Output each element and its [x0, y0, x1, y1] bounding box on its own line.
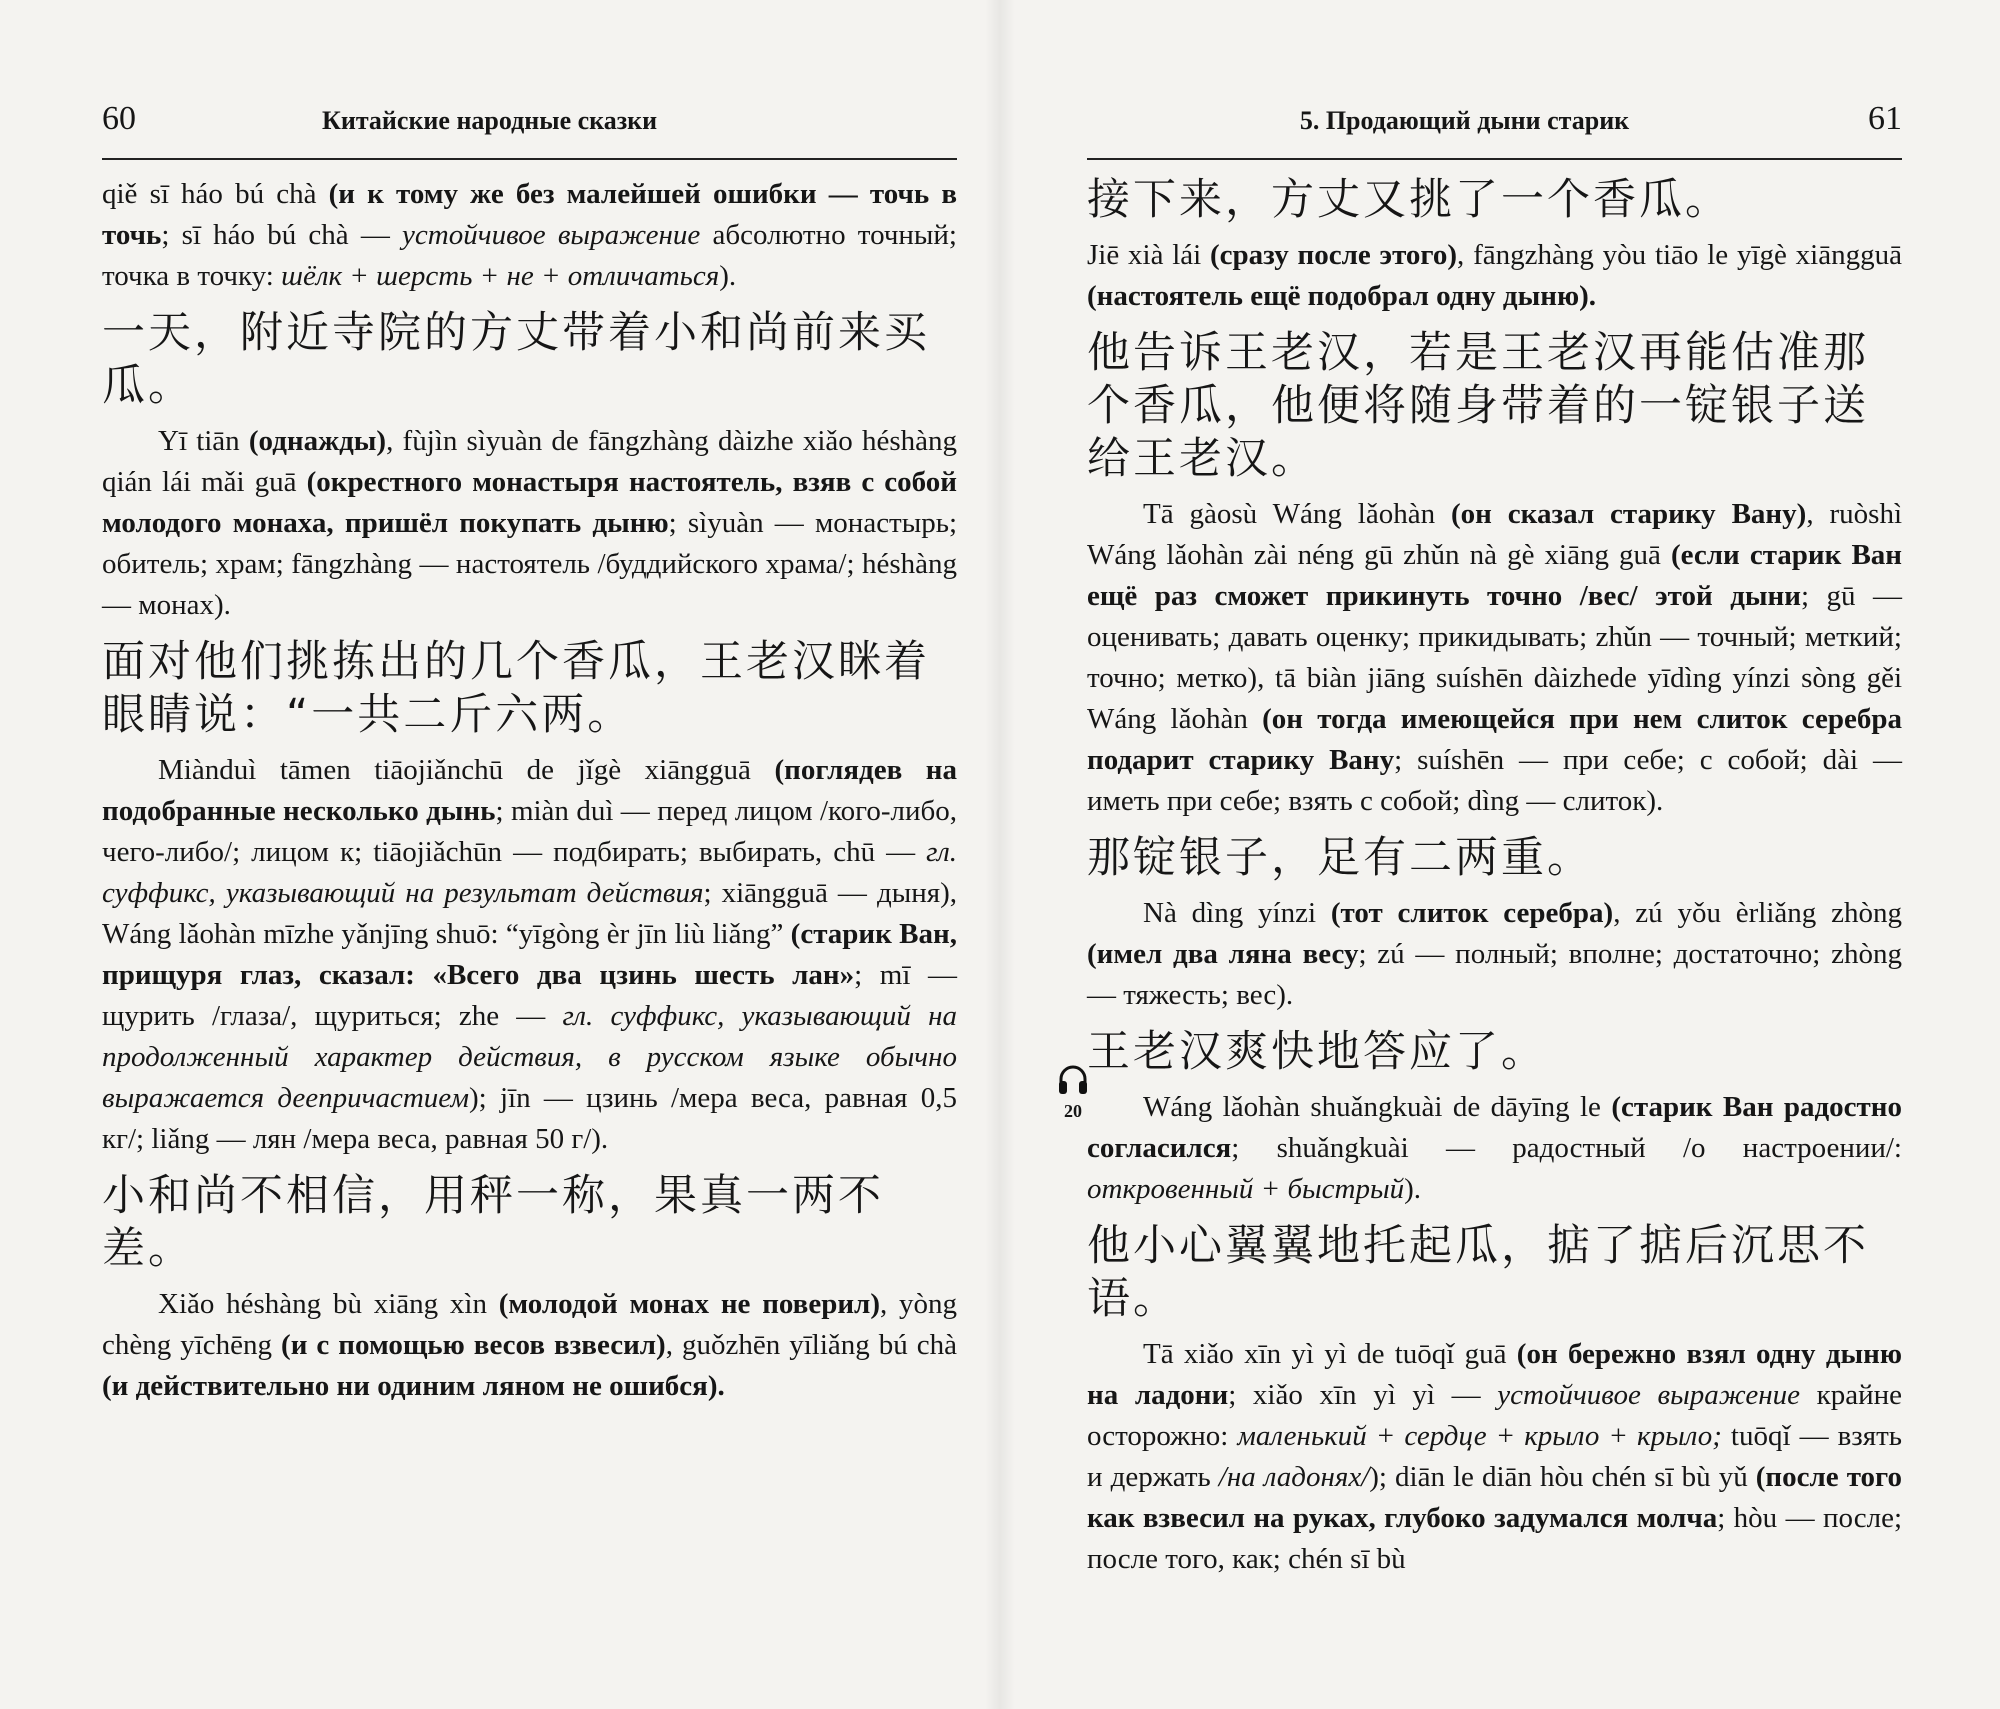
pinyin-text: , yòng chèng yīchēng [102, 1288, 958, 1361]
gloss-text: ; miàn duì — перед лицом /кого-либо, чего-либо/; лицом к; tiāojiǎchūn — подбирать; выбирать, chū — [102, 795, 957, 868]
pinyin-text: Xiǎo héshàng bù xiāng xìn [158, 1288, 499, 1320]
translation-text: (поглядев на подобранные несколько дынь [102, 754, 957, 827]
right-page [1087, 100, 1902, 1586]
translation-text: (тот слиток серебра) [1330, 897, 1614, 929]
gloss-note: устойчивое выражение [1497, 1379, 1800, 1411]
gloss-paragraph [102, 1284, 957, 1407]
translation-text: (и действительно ни одиним ляном не ошибся). [102, 1370, 725, 1402]
gloss-text: ; hòu — после; после того, как; chén sī bù [1087, 1502, 1903, 1575]
pinyin-text: ; xiǎo xīn yì yì — [1228, 1379, 1498, 1411]
page-number: 61 [1868, 100, 1902, 137]
gloss-text: ; gū — оценивать; давать оценку; прикидывать; zhǔn — точный; меткий; точно; метко), tā biàn jiāng suíshēn dàizhede yīdìng yínzi sòng gěi Wáng lǎohàn [1087, 580, 1902, 735]
chinese-sentence: 面对他们挑拣出的几个香瓜，王老汉眯着眼睛说：“一共二斤六两。 [102, 637, 930, 740]
gloss-paragraph [1087, 1334, 1902, 1580]
gloss-note: гл. суффикс, указывающий на результат действия [102, 836, 957, 909]
pinyin-text: , guǒzhēn yīliǎng bú chà [665, 1329, 958, 1361]
running-title: 5. Продающий дыни старик [1299, 106, 1630, 135]
translation-text: (после того как взвесил на руках, глубоко задумался молча [1087, 1461, 1902, 1534]
left-running-head [102, 100, 957, 160]
translation-text: (старик Ван радостно согласился [1087, 1091, 1902, 1164]
right-running-head [1087, 100, 1902, 160]
gloss-note: маленький + сердце + крыло + крыло; [1237, 1420, 1722, 1452]
pinyin-text: , ruòshì Wáng lǎohàn zài néng gū zhǔn nà gè xiāng guā [1087, 498, 1902, 571]
pinyin-text: Nà dìng yínzi [1143, 897, 1331, 929]
headphones-icon [1056, 1063, 1090, 1097]
gloss-text: ; sìyuàn — монастырь; обитель; храм; fāngzhàng — настоятель /буддийского храма/; héshàng — монах). [102, 507, 958, 621]
pinyin-text: ); diān le diān hòu chén sī bù yǔ [1369, 1461, 1756, 1493]
gloss-note: гл. суффикс, указывающий на продолженный характер действия, в русском языке обычно выражается деепричастием [102, 1000, 958, 1114]
gloss-text: ; suíshēn — при себе; с собой; dài — иметь при себе; взять с собой; dìng — слиток). [1087, 744, 1902, 817]
gloss-text: ; shuǎngkuài — радостный /о настроении/: [1231, 1132, 1902, 1164]
gloss-paragraph [102, 174, 957, 297]
pinyin-text: , fùjìn sìyuàn de fāngzhàng dàizhe xiǎo héshàng qián lái mǎi guā [102, 425, 957, 498]
gloss-text: ; zú — полный; вполне; достаточно; zhòng — тяжесть; вес). [1087, 938, 1902, 1011]
gloss-text: ). [719, 260, 737, 292]
translation-text: (окрестного монастыря настоятель, взяв с собой молодого монаха, пришёл покупать дыню [102, 466, 957, 539]
gloss-note: /на ладонях/ [1218, 1461, 1370, 1493]
gloss-paragraph [102, 750, 957, 1160]
gloss-text: ; xiāngguā — дыня), Wáng lǎohàn mīzhe yǎnjīng shuō: “yīgòng èr jīn liù liǎng” [102, 877, 957, 950]
gloss-text: ). [1404, 1173, 1422, 1205]
audio-track-number: 20 [1064, 1101, 1082, 1121]
translation-text: (и с помощью весов взвесил) [281, 1329, 666, 1361]
chinese-sentence: 他告诉王老汉，若是王老汉再能估准那个香瓜，他便将随身带着的一锭银子送给王老汉。 [1087, 328, 1869, 484]
pinyin-text: Tā gàosù Wáng lǎohàn [1143, 498, 1451, 530]
chinese-sentence: 小和尚不相信，用秤一称，果真一两不差。 [102, 1171, 884, 1274]
gloss-text: абсолютно точный; точка в точку: [102, 219, 957, 292]
gloss-paragraph [1087, 893, 1902, 1016]
gloss-paragraph [1087, 1087, 1902, 1210]
pinyin-text: qiě sī háo bú chà [102, 178, 329, 210]
translation-text: (сразу после этого) [1210, 239, 1458, 271]
gloss-paragraph [1087, 235, 1902, 317]
pinyin-text: Yī tiān [158, 425, 249, 457]
chinese-sentence: 他小心翼翼地托起瓜，掂了掂后沉思不语。 [1087, 1221, 1869, 1324]
gloss-paragraph [102, 421, 957, 626]
gloss-note: откровенный + быстрый [1087, 1173, 1405, 1205]
running-title: Китайские народные сказки [322, 106, 658, 135]
pinyin-text: Tā xiǎo xīn yì yì de tuōqǐ guā [1143, 1338, 1517, 1370]
translation-text: (если старик Ван ещё раз сможет прикинуть точно /вес/ этой дыни [1087, 539, 1902, 612]
translation-text: (молодой монах не поверил) [498, 1288, 880, 1320]
chinese-sentence: 一天，附近寺院的方丈带着小和尚前来买瓜。 [102, 308, 930, 411]
page-number: 60 [102, 100, 136, 137]
pinyin-text: Miànduì tāmen tiāojiǎnchū de jǐgè xiāngguā [158, 754, 775, 786]
gutter-shadow [985, 0, 1015, 1709]
gloss-note: шёлк + шерсть + не + отличаться [281, 260, 720, 292]
pinyin-text: Wáng lǎohàn shuǎngkuài de dāyīng le [1143, 1091, 1612, 1123]
translation-text: (он бережно взял одну дыню на ладони [1087, 1338, 1903, 1411]
translation-text: (и к тому же без малейшей ошибки — точь в точь [102, 178, 957, 251]
translation-text: (имел два ляна весу [1087, 938, 1359, 970]
chinese-sentence: 接下来，方丈又挑了一个香瓜。 [1087, 175, 1731, 225]
translation-text: (однажды) [248, 425, 387, 457]
pinyin-text: , zú yǒu èrliǎng zhòng [1613, 897, 1902, 929]
pinyin-text: , fāngzhàng yòu tiāo le yīgè xiāngguā [1457, 239, 1902, 271]
translation-text: (он тогда имеющейся при нем слиток серебра подарит старику Вану [1087, 703, 1902, 776]
translation-text: (настоятель ещё подобрал одну дыню). [1087, 280, 1597, 312]
left-page [102, 100, 957, 1413]
gloss-note: устойчивое выражение [402, 219, 701, 251]
gloss-text: ; mī — щурить /глаза/, щуриться; zhe — [102, 959, 958, 1032]
gloss-text: ); jīn — цзинь /мера веса, равная 0,5 кг/; liǎng — лян /мера веса, равная 50 г/). [102, 1082, 957, 1155]
chinese-sentence: 那锭银子，足有二两重。 [1087, 833, 1593, 883]
pinyin-text: Jiē xià lái [1087, 239, 1211, 271]
gloss-text: ; sī háo bú chà — [161, 219, 403, 251]
gloss-text: крайне осторожно: [1087, 1379, 1902, 1452]
gloss-paragraph [1087, 494, 1902, 822]
translation-text: (он сказал старику Вану) [1451, 498, 1807, 530]
translation-text: (старик Ван, прищуря глаз, сказал: «Всего два цзинь шесть лан» [102, 918, 957, 991]
chinese-sentence: 王老汉爽快地答应了。 [1087, 1027, 1547, 1077]
gloss-text: tuōqǐ — взять и держать [1087, 1420, 1902, 1493]
